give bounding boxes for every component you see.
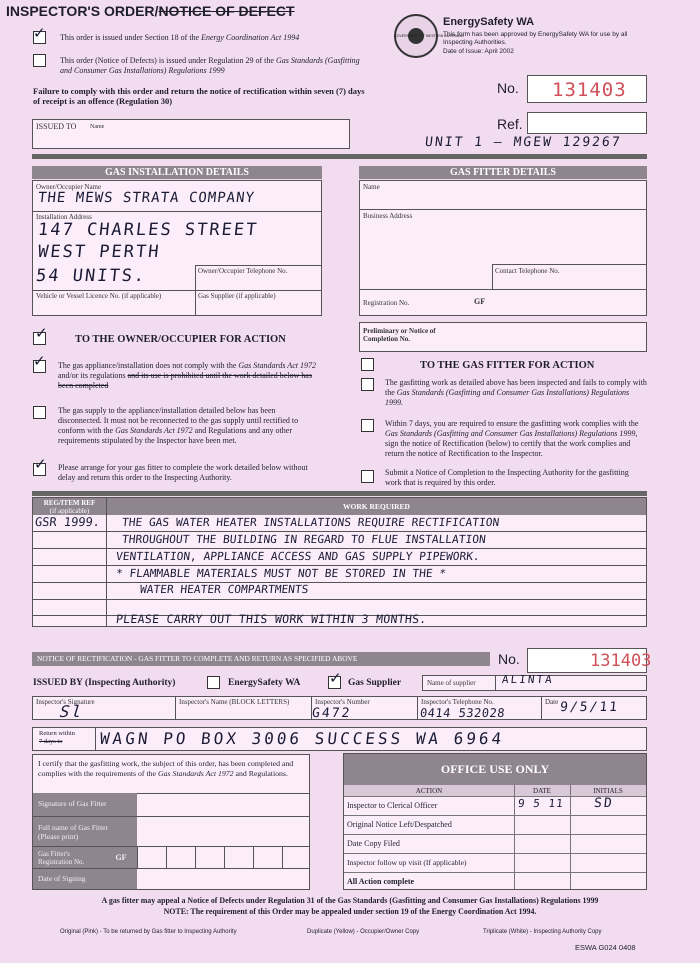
phone-field[interactable] [195,265,321,290]
check-icon: ✓ [34,455,47,473]
fitter-fullname-label: Full name of Gas Fitter (Please print) [33,817,137,846]
divider-top [32,154,647,159]
reg-header-sub: (if applicable) [49,507,90,515]
certify-section [32,754,310,890]
inspector-date-value: 9/5/11 [559,700,620,715]
ref-box[interactable] [527,112,647,134]
title-main: INSPECTOR'S ORDER/ [6,3,159,19]
duplicate-copy-note: Duplicate (Yellow) - Occupier/Owner Copy [307,929,420,935]
fitter-name-field[interactable] [360,181,646,209]
inspector-name-field[interactable] [175,697,311,719]
sig-label: Inspector's Signature [36,698,95,706]
phone-label: Owner/Occupier Telephone No. [198,267,288,275]
work-line-5: WATER HEATER COMPARTMENTS [139,583,310,596]
fitter-signature-label: Signature of Gas Fitter [33,793,137,816]
office-row-label: Date Copy Filed [347,839,400,848]
fitter-signature-field[interactable] [33,793,309,817]
check-icon: ✓ [33,24,46,42]
option2-text: This order (Notice of Defects) is issued under Regulation 29 of the Gas Standards (Gasfitting and Consumer Gas Installations) Regulations 1999 [60,56,360,75]
fitter-registration-label: Gas Fitter's Registration No. [33,847,105,868]
prelim-field[interactable] [359,322,647,352]
gas-installation-header: GAS INSTALLATION DETAILS [32,166,322,179]
inspector-phone-value: 0414 532028 [419,706,506,720]
address-label: Installation Address [36,213,92,221]
agency-name: EnergySafety WA [443,16,535,28]
title-struck: NOTICE OF DEFECT [158,3,295,19]
order-no-label: No. [497,80,519,96]
rect-no-value: 131403 [590,651,652,671]
owner-value: THE MEWS STRATA COMPANY [37,190,256,206]
fitter-action-checkbox[interactable] [361,358,374,371]
office-row1-initials: SD [593,796,615,811]
return-struck: 7 days to [39,738,63,745]
contact-label: Contact Telephone No. [495,267,560,275]
registration-label: Registration No. [363,299,410,307]
office-col-initials: INITIALS [593,787,623,795]
fitter-item3-text: Submit a Notice of Completion to the Inspecting Authority for the gasfitting work that is required by this order. [385,468,629,487]
issued-to-name-label: Name [90,124,105,130]
office-row-3[interactable] [344,835,646,854]
inspector-signature-field[interactable] [33,697,175,719]
issued-to-box[interactable] [32,119,350,149]
esw-option-label: EnergySafety WA [228,678,301,688]
check-icon: ✓ [33,352,46,370]
office-col-action: ACTION [415,787,443,795]
gas-fitter-header: GAS FITTER DETAILS [359,166,647,179]
fitter-address-label: Business Address [363,212,413,220]
fitter-address-field[interactable] [360,209,646,264]
fitter-action-title: TO THE GAS FITTER FOR ACTION [420,360,595,371]
office-row-label: Inspector follow up visit (If applicable) [347,858,467,867]
option2-checkbox[interactable] [33,54,46,67]
government-seal-icon [394,14,464,58]
date-label: Date [545,698,559,706]
owner-item2-checkbox[interactable] [33,406,46,419]
supplier-name-label: Name of supplier [427,679,476,687]
fitter-item1-checkbox[interactable] [361,378,374,391]
work-line-1: THE GAS WATER HEATER INSTALLATIONS REQUIRE RECTIFICATION [121,516,500,529]
office-row1-date: 9 5 11 [517,797,565,810]
vehicle-label: Vehicle or Vessel Licence No. (if applicable) [36,292,162,300]
warning-text: Failure to comply with this order and return the notice of rectification within seven (7) days of receipt is an offence (Regulation 30) [33,86,365,106]
form-code: ESWA G024 0408 [575,943,636,952]
return-label: Return within [39,730,75,737]
divider-mid [32,491,647,496]
itel-label: Inspector's Telephone No. [421,698,494,706]
fitter-item1-text: The gasfitting work as detailed above has been inspected and fails to comply with the Gas Standards (Gasfitting and Consumer Gas Installations) Regulations 1999. [385,378,647,407]
order-no-value: 131403 [552,79,627,101]
office-row-label: Original Notice Left/Despatched [347,820,452,829]
work-line-4: * FLAMMABLE MATERIALS MUST NOT BE STORED IN THE * [115,567,447,580]
check-icon: ✓ [329,669,342,687]
return-label-cell [33,728,95,750]
original-copy-note: Original (Pink) - To be returned by Gas fitter to Inspecting Authority [60,929,237,935]
office-row-5[interactable] [344,873,646,892]
fitter-gf-label: GF [105,847,137,868]
return-value: WAGN PO BOX 3006 SUCCESS WA 6964 [99,729,506,748]
supplier-name-value: ALINTA [501,673,555,686]
owner-label: Owner/Occupier Name [36,183,102,191]
appeal-text: A gas fitter may appeal a Notice of Defects under Regulation 31 of the Gas Standards (Gasfitting and Consumer Gas Installations) Regulations 1999 [101,896,599,905]
gf-label: GF [474,297,486,306]
vehicle-field[interactable] [33,290,195,316]
office-row-2[interactable] [344,816,646,835]
gas-supplier-option-label: Gas Supplier [348,678,402,688]
fitter-item3-checkbox[interactable] [361,470,374,483]
issue-date: Date of Issue: April 2002 [443,48,514,55]
fitter-fullname-field[interactable] [33,817,309,847]
office-title: OFFICE USE ONLY [440,762,550,776]
fitter-item2-text: Within 7 days, you are required to ensure the gasfitting work complies with the Gas Standards (Gasfitting and Consumer Gas Installations) Regulations 1999, sign the notice of Rectification (below) to certify that the work complies and return the notice of Rectification to the Inspector. [385,419,639,458]
office-row-label: Inspector to Clerical Officer [347,801,438,810]
iname-label: Inspector's Name (BLOCK LETTERS) [179,698,290,706]
rect-no-label: No. [498,651,520,667]
address-line2: WEST PERTH [36,242,162,262]
address-line3: 54 UNITS. [34,266,148,286]
reg-value: GSR 1999. [34,515,101,529]
issued-to-label: ISSUED TO [36,122,77,131]
check-icon: ✓ [35,324,48,342]
owner-action-title: TO THE OWNER/OCCUPIER FOR ACTION [75,334,286,345]
approval-text: This form has been approved by EnergySafety WA for use by all Inspecting Authorities. [443,31,628,46]
reg-header-text: REG/ITEM REF [43,499,96,507]
work-line-2: THROUGHOUT THE BUILDING IN REGARD TO FLUE INSTALLATION [121,533,487,546]
issued-by-label: ISSUED BY (Inspecting Authority) [33,678,176,688]
certify-text: I certify that the gasfitting work, the subject of this order, has been completed and complies with the requirements of the Gas Standards Act 1972 and Regulations. [38,759,294,778]
fitter-date-field[interactable] [33,869,309,889]
owner-item1-text: The gas appliance/installation does not comply with the Gas Standards Act 1972 and/or its regulations and its use is prohibited until the work detailed below has been completed [58,361,316,390]
ref-value: UNIT 1 — MGEW 129267 [424,135,623,150]
note-text: NOTE: The requirement of this Order may be appealed under section 19 of the Energy Coordination Act 1994. [163,907,537,916]
reg-header [33,498,106,515]
triplicate-copy-note: Triplicate (White) - Inspecting Authority Copy [483,929,602,935]
work-line-3: VENTILATION, APPLIANCE ACCESS AND GAS SUPPLY PIPEWORK. [115,550,481,563]
inspector-number-value: G472 [311,706,353,721]
form-title [6,3,295,19]
option1-text: This order is issued under Section 18 of the Energy Coordination Act 1994 [60,33,300,42]
inspector-signature-value: Sl [59,702,85,721]
fitter-date-label: Date of Signing [33,869,137,889]
office-col-date: DATE [533,787,551,795]
inum-label: Inspector's Number [315,698,370,706]
owner-item2-text: The gas supply to the appliance/installation detailed below has been disconnected. It must not be reconnected to the gas supply until rectified to conform with the Gas Standards Act 1972 and Regulations and any other requirements stipulated by the Inspector have been met. [58,406,299,445]
address-line1: 147 CHARLES STREET [36,220,260,240]
work-line-7: PLEASE CARRY OUT THIS WORK WITHIN 3 MONTHS. [115,612,428,626]
registration-field[interactable] [360,289,646,316]
office-row-label: All Action complete [347,877,415,886]
seal-text: GOVERNMENT OF WESTERN AUSTRALIA [394,34,464,38]
rectification-header: NOTICE OF RECTIFICATION - GAS FITTER TO COMPLETE AND RETURN AS SPECIFIED ABOVE [32,652,490,666]
rect-no-box [527,648,652,673]
supplier-label: Gas Supplier (if applicable) [198,292,276,300]
supplier-field[interactable] [195,290,321,316]
gas-fitter-section [359,180,647,316]
prelim-label: Preliminary or Notice of Completion No. [363,327,436,343]
office-use-section [343,753,647,890]
fitter-name-label: Name [363,183,380,191]
work-header: WORK REQUIRED [107,498,646,515]
order-no-box [527,75,647,103]
ref-label: Ref. [497,116,523,132]
fitter-item2-checkbox[interactable] [361,419,374,432]
office-table [344,785,646,889]
contact-field[interactable] [492,264,646,289]
fitter-registration-field[interactable] [33,847,309,869]
owner-item3-text: Please arrange for your gas fitter to complete the work detailed below without delay and return this order to the Inspecting Authority. [58,463,308,482]
office-row-4[interactable] [344,854,646,873]
esw-checkbox[interactable] [207,676,220,689]
